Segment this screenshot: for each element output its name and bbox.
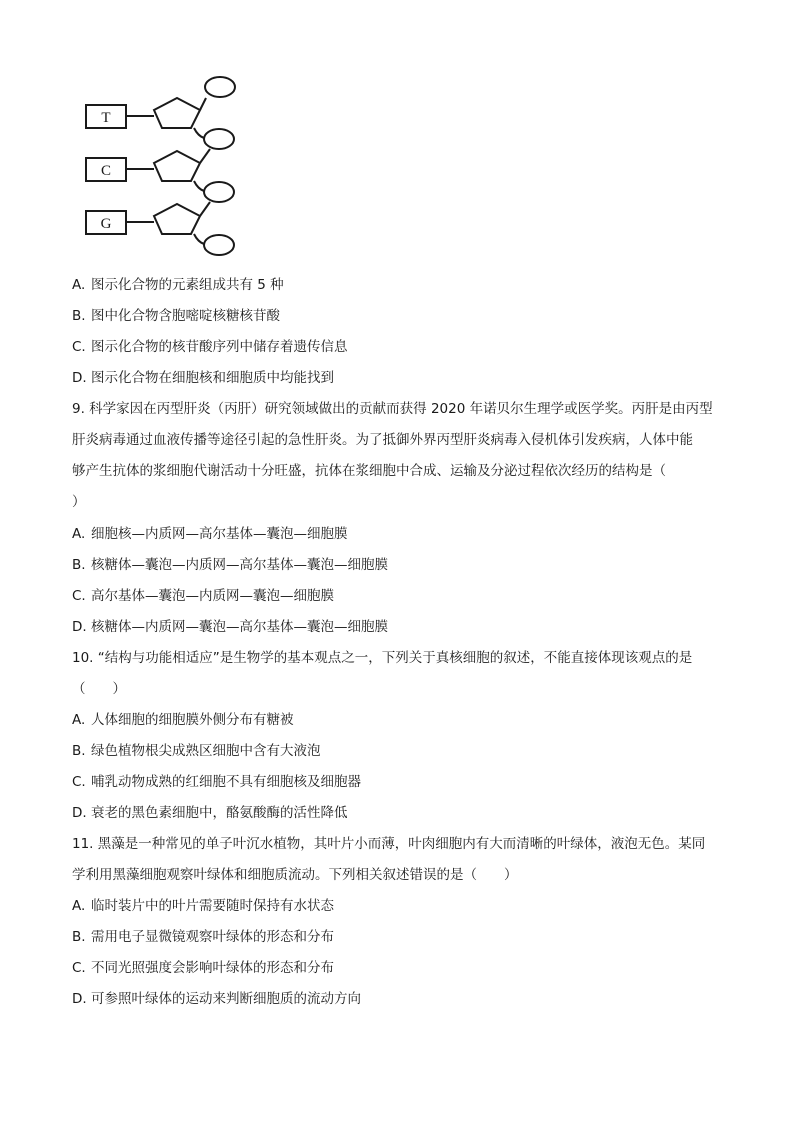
q11-option-c: C. 不同光照强度会影响叶绿体的形态和分布	[72, 960, 334, 976]
phosphate-circle	[205, 77, 235, 97]
q9-option-c: C. 高尔基体—囊泡—内质网—囊泡—细胞膜	[72, 588, 334, 604]
q8-option-a: A. 图示化合物的元素组成共有 5 种	[72, 277, 284, 293]
q11-option-b: B. 需用电子显微镜观察叶绿体的形态和分布	[72, 929, 334, 945]
q9-stem-line-4: ）	[72, 494, 86, 510]
q11-stem-line-2: 学利用黑藻细胞观察叶绿体和细胞质流动。下列相关叙述错误的是（ ）	[72, 867, 518, 883]
q10-option-a: A. 人体细胞的细胞膜外侧分布有糖被	[72, 712, 294, 728]
q10-stem-line-2: （ ）	[72, 681, 126, 697]
q11-option-a: A. 临时装片中的叶片需要随时保持有水状态	[72, 898, 334, 914]
q11-stem-line-1: 11. 黑藻是一种常见的单子叶沉水植物，其叶片小而薄，叶肉细胞内有大而清晰的叶绿体，液泡无色。某同	[72, 836, 706, 852]
q11-option-d: D. 可参照叶绿体的运动来判断细胞质的流动方向	[72, 991, 361, 1007]
q10-stem-line-1: 10. “结构与功能相适应”是生物学的基本观点之一，下列关于真核细胞的叙述，不能直接体现该观点的是	[72, 650, 693, 666]
q10-option-c: C. 哺乳动物成熟的红细胞不具有细胞核及细胞器	[72, 774, 361, 790]
sugar-pentagon	[154, 98, 200, 128]
phosphate-circle	[204, 182, 234, 202]
q9-option-b: B. 核糖体—囊泡—内质网—高尔基体—囊泡—细胞膜	[72, 557, 388, 573]
phosphate-circle	[204, 129, 234, 149]
base-label-c: C	[100, 163, 112, 179]
q8-option-b: B. 图中化合物含胞嘧啶核糖核苷酸	[72, 308, 280, 324]
sugar-pentagon	[154, 204, 200, 234]
q10-option-d: D. 衰老的黑色素细胞中，酪氨酸酶的活性降低	[72, 805, 348, 821]
nucleotide-chain-diagram	[80, 72, 250, 258]
q8-option-c: C. 图示化合物的核苷酸序列中储存着遗传信息	[72, 339, 348, 355]
phosphate-circle	[204, 235, 234, 255]
q9-stem-line-2: 肝炎病毒通过血液传播等途径引起的急性肝炎。为了抵御外界丙型肝炎病毒入侵机体引发疾病，人体中能	[72, 432, 693, 448]
q10-option-b: B. 绿色植物根尖成熟区细胞中含有大液泡	[72, 743, 321, 759]
q9-option-d: D. 核糖体—内质网—囊泡—高尔基体—囊泡—细胞膜	[72, 619, 388, 635]
sugar-pentagon	[154, 151, 200, 181]
q9-option-a: A. 细胞核—内质网—高尔基体—囊泡—细胞膜	[72, 526, 348, 542]
base-label-t: T	[101, 110, 111, 126]
q8-option-d: D. 图示化合物在细胞核和细胞质中均能找到	[72, 370, 334, 386]
q9-stem-line-3: 够产生抗体的浆细胞代谢活动十分旺盛，抗体在浆细胞中合成、运输及分泌过程依次经历的结构是（	[72, 463, 666, 479]
q9-stem-line-1: 9. 科学家因在丙型肝炎（丙肝）研究领域做出的贡献而获得 2020 年诺贝尔生理学或医学奖。丙肝是由丙型	[72, 401, 713, 417]
base-label-g: G	[100, 216, 112, 232]
